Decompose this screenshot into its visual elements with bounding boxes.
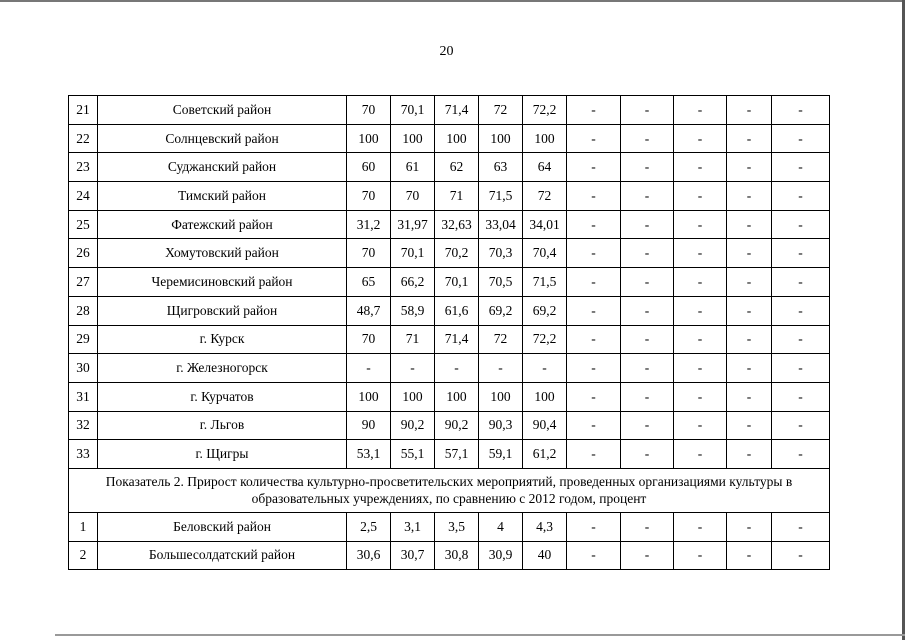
value-cell: - <box>567 382 621 411</box>
value-cell: - <box>621 541 674 570</box>
district-name: Тимский район <box>98 182 347 211</box>
district-name: Хомутовский район <box>98 239 347 268</box>
value-cell: 53,1 <box>347 440 391 469</box>
value-cell: 90,2 <box>435 411 479 440</box>
district-name: г. Курск <box>98 325 347 354</box>
value-cell: - <box>772 440 830 469</box>
table-row <box>69 239 830 268</box>
value-cell: 90 <box>347 411 391 440</box>
value-cell: - <box>567 411 621 440</box>
table-row <box>69 96 830 125</box>
table-row <box>69 296 830 325</box>
table-row <box>69 440 830 469</box>
value-cell: - <box>772 382 830 411</box>
value-cell: - <box>727 296 772 325</box>
value-cell: - <box>567 512 621 541</box>
table-row <box>69 182 830 211</box>
value-cell: - <box>772 354 830 383</box>
value-cell: - <box>674 382 727 411</box>
row-number: 27 <box>69 268 98 297</box>
row-number: 31 <box>69 382 98 411</box>
indicator-table <box>68 95 830 570</box>
value-cell: - <box>727 153 772 182</box>
district-name: Щигровский район <box>98 296 347 325</box>
row-number: 24 <box>69 182 98 211</box>
value-cell: - <box>674 296 727 325</box>
value-cell: 71,5 <box>479 182 523 211</box>
value-cell: 90,2 <box>391 411 435 440</box>
value-cell: - <box>621 296 674 325</box>
value-cell: 65 <box>347 268 391 297</box>
value-cell: - <box>567 268 621 297</box>
value-cell: 71,4 <box>435 325 479 354</box>
table-row <box>69 124 830 153</box>
value-cell: 70 <box>347 325 391 354</box>
value-cell: 63 <box>479 153 523 182</box>
value-cell: 2,5 <box>347 512 391 541</box>
row-number: 28 <box>69 296 98 325</box>
indicator-title: Показатель 2. Прирост количества культурно-просветительских мероприятий, проведенных организациями культуры в образовательных учреждениях, по сравнению с 2012 годом, процент <box>69 468 830 512</box>
value-cell: - <box>435 354 479 383</box>
scan-border-top <box>0 0 905 2</box>
table-row <box>69 268 830 297</box>
value-cell: 3,1 <box>391 512 435 541</box>
value-cell: - <box>567 440 621 469</box>
value-cell: - <box>772 268 830 297</box>
value-cell: - <box>674 239 727 268</box>
value-cell: 32,63 <box>435 210 479 239</box>
value-cell: 100 <box>523 382 567 411</box>
value-cell: 100 <box>479 124 523 153</box>
table-row <box>69 153 830 182</box>
value-cell: 70,3 <box>479 239 523 268</box>
value-cell: - <box>727 354 772 383</box>
district-name: Суджанский район <box>98 153 347 182</box>
value-cell: 100 <box>391 124 435 153</box>
value-cell: 40 <box>523 541 567 570</box>
value-cell: - <box>621 124 674 153</box>
value-cell: 70,2 <box>435 239 479 268</box>
value-cell: - <box>727 96 772 125</box>
district-name: г. Курчатов <box>98 382 347 411</box>
value-cell: - <box>621 239 674 268</box>
value-cell: 70 <box>347 239 391 268</box>
value-cell: - <box>772 210 830 239</box>
value-cell: - <box>674 96 727 125</box>
table-row <box>69 210 830 239</box>
value-cell: 100 <box>347 124 391 153</box>
value-cell: - <box>772 296 830 325</box>
value-cell: 70,1 <box>435 268 479 297</box>
value-cell: 66,2 <box>391 268 435 297</box>
value-cell: 72,2 <box>523 96 567 125</box>
value-cell: 100 <box>523 124 567 153</box>
value-cell: - <box>727 268 772 297</box>
district-name: Фатежский район <box>98 210 347 239</box>
value-cell: - <box>772 182 830 211</box>
value-cell: 57,1 <box>435 440 479 469</box>
table-row <box>69 541 830 570</box>
value-cell: - <box>727 325 772 354</box>
value-cell: - <box>674 153 727 182</box>
row-number: 2 <box>69 541 98 570</box>
value-cell: - <box>567 296 621 325</box>
value-cell: 30,9 <box>479 541 523 570</box>
value-cell: 90,4 <box>523 411 567 440</box>
value-cell: - <box>567 153 621 182</box>
value-cell: - <box>567 325 621 354</box>
value-cell: 100 <box>435 124 479 153</box>
value-cell: - <box>727 512 772 541</box>
table-row <box>69 354 830 383</box>
value-cell: - <box>772 239 830 268</box>
row-number: 21 <box>69 96 98 125</box>
value-cell: 30,6 <box>347 541 391 570</box>
value-cell: 59,1 <box>479 440 523 469</box>
value-cell: - <box>727 239 772 268</box>
value-cell: - <box>674 541 727 570</box>
value-cell: 90,3 <box>479 411 523 440</box>
value-cell: - <box>772 411 830 440</box>
value-cell: 4,3 <box>523 512 567 541</box>
value-cell: 34,01 <box>523 210 567 239</box>
value-cell: - <box>621 325 674 354</box>
district-name: Большесолдатский район <box>98 541 347 570</box>
row-number: 32 <box>69 411 98 440</box>
value-cell: - <box>567 541 621 570</box>
value-cell: 62 <box>435 153 479 182</box>
district-name: г. Льгов <box>98 411 347 440</box>
value-cell: - <box>621 512 674 541</box>
value-cell: - <box>391 354 435 383</box>
value-cell: 100 <box>391 382 435 411</box>
value-cell: 61,6 <box>435 296 479 325</box>
value-cell: - <box>567 210 621 239</box>
value-cell: - <box>772 325 830 354</box>
value-cell: 70 <box>347 96 391 125</box>
scan-border-bottom <box>55 634 905 636</box>
district-name: г. Железногорск <box>98 354 347 383</box>
value-cell: 31,97 <box>391 210 435 239</box>
value-cell: - <box>674 440 727 469</box>
value-cell: - <box>567 239 621 268</box>
value-cell: 60 <box>347 153 391 182</box>
value-cell: 69,2 <box>479 296 523 325</box>
value-cell: 71 <box>435 182 479 211</box>
value-cell: 70,1 <box>391 239 435 268</box>
value-cell: 72 <box>523 182 567 211</box>
value-cell: 71,4 <box>435 96 479 125</box>
row-number: 25 <box>69 210 98 239</box>
value-cell: 33,04 <box>479 210 523 239</box>
value-cell: - <box>674 512 727 541</box>
value-cell: - <box>567 182 621 211</box>
value-cell: 58,9 <box>391 296 435 325</box>
value-cell: 72 <box>479 325 523 354</box>
value-cell: - <box>621 411 674 440</box>
value-cell: - <box>567 96 621 125</box>
row-number: 33 <box>69 440 98 469</box>
value-cell: - <box>674 268 727 297</box>
value-cell: - <box>347 354 391 383</box>
value-cell: 30,7 <box>391 541 435 570</box>
table-row <box>69 325 830 354</box>
district-name: Черемисиновский район <box>98 268 347 297</box>
value-cell: - <box>621 96 674 125</box>
value-cell: 70,1 <box>391 96 435 125</box>
value-cell: - <box>479 354 523 383</box>
value-cell: - <box>727 182 772 211</box>
value-cell: - <box>674 210 727 239</box>
district-name: г. Щигры <box>98 440 347 469</box>
value-cell: 3,5 <box>435 512 479 541</box>
value-cell: - <box>621 210 674 239</box>
row-number: 30 <box>69 354 98 383</box>
value-cell: - <box>621 382 674 411</box>
value-cell: - <box>772 512 830 541</box>
indicator-header-row <box>69 468 830 512</box>
value-cell: - <box>727 382 772 411</box>
value-cell: 70 <box>347 182 391 211</box>
table-row <box>69 411 830 440</box>
value-cell: 48,7 <box>347 296 391 325</box>
district-name: Советский район <box>98 96 347 125</box>
value-cell: 100 <box>435 382 479 411</box>
district-name: Беловский район <box>98 512 347 541</box>
value-cell: - <box>772 541 830 570</box>
value-cell: - <box>567 354 621 383</box>
value-cell: - <box>772 96 830 125</box>
value-cell: - <box>727 210 772 239</box>
value-cell: 31,2 <box>347 210 391 239</box>
value-cell: - <box>772 153 830 182</box>
value-cell: - <box>523 354 567 383</box>
row-number: 22 <box>69 124 98 153</box>
value-cell: - <box>727 440 772 469</box>
value-cell: - <box>772 124 830 153</box>
value-cell: - <box>674 124 727 153</box>
value-cell: 61 <box>391 153 435 182</box>
value-cell: 70 <box>391 182 435 211</box>
value-cell: - <box>621 268 674 297</box>
value-cell: - <box>727 541 772 570</box>
value-cell: 72,2 <box>523 325 567 354</box>
value-cell: 100 <box>347 382 391 411</box>
value-cell: - <box>621 153 674 182</box>
value-cell: 55,1 <box>391 440 435 469</box>
value-cell: 100 <box>479 382 523 411</box>
value-cell: - <box>567 124 621 153</box>
value-cell: - <box>621 354 674 383</box>
value-cell: - <box>621 440 674 469</box>
value-cell: - <box>674 411 727 440</box>
value-cell: 72 <box>479 96 523 125</box>
value-cell: - <box>621 182 674 211</box>
value-cell: 30,8 <box>435 541 479 570</box>
page-number: 20 <box>439 44 454 59</box>
value-cell: 64 <box>523 153 567 182</box>
value-cell: 61,2 <box>523 440 567 469</box>
table-row <box>69 382 830 411</box>
value-cell: 71 <box>391 325 435 354</box>
value-cell: - <box>727 124 772 153</box>
value-cell: - <box>674 354 727 383</box>
value-cell: 70,4 <box>523 239 567 268</box>
district-name: Солнцевский район <box>98 124 347 153</box>
value-cell: 71,5 <box>523 268 567 297</box>
row-number: 1 <box>69 512 98 541</box>
value-cell: - <box>674 182 727 211</box>
value-cell: 70,5 <box>479 268 523 297</box>
value-cell: 4 <box>479 512 523 541</box>
row-number: 23 <box>69 153 98 182</box>
row-number: 26 <box>69 239 98 268</box>
value-cell: 69,2 <box>523 296 567 325</box>
value-cell: - <box>674 325 727 354</box>
table-row <box>69 512 830 541</box>
row-number: 29 <box>69 325 98 354</box>
value-cell: - <box>727 411 772 440</box>
